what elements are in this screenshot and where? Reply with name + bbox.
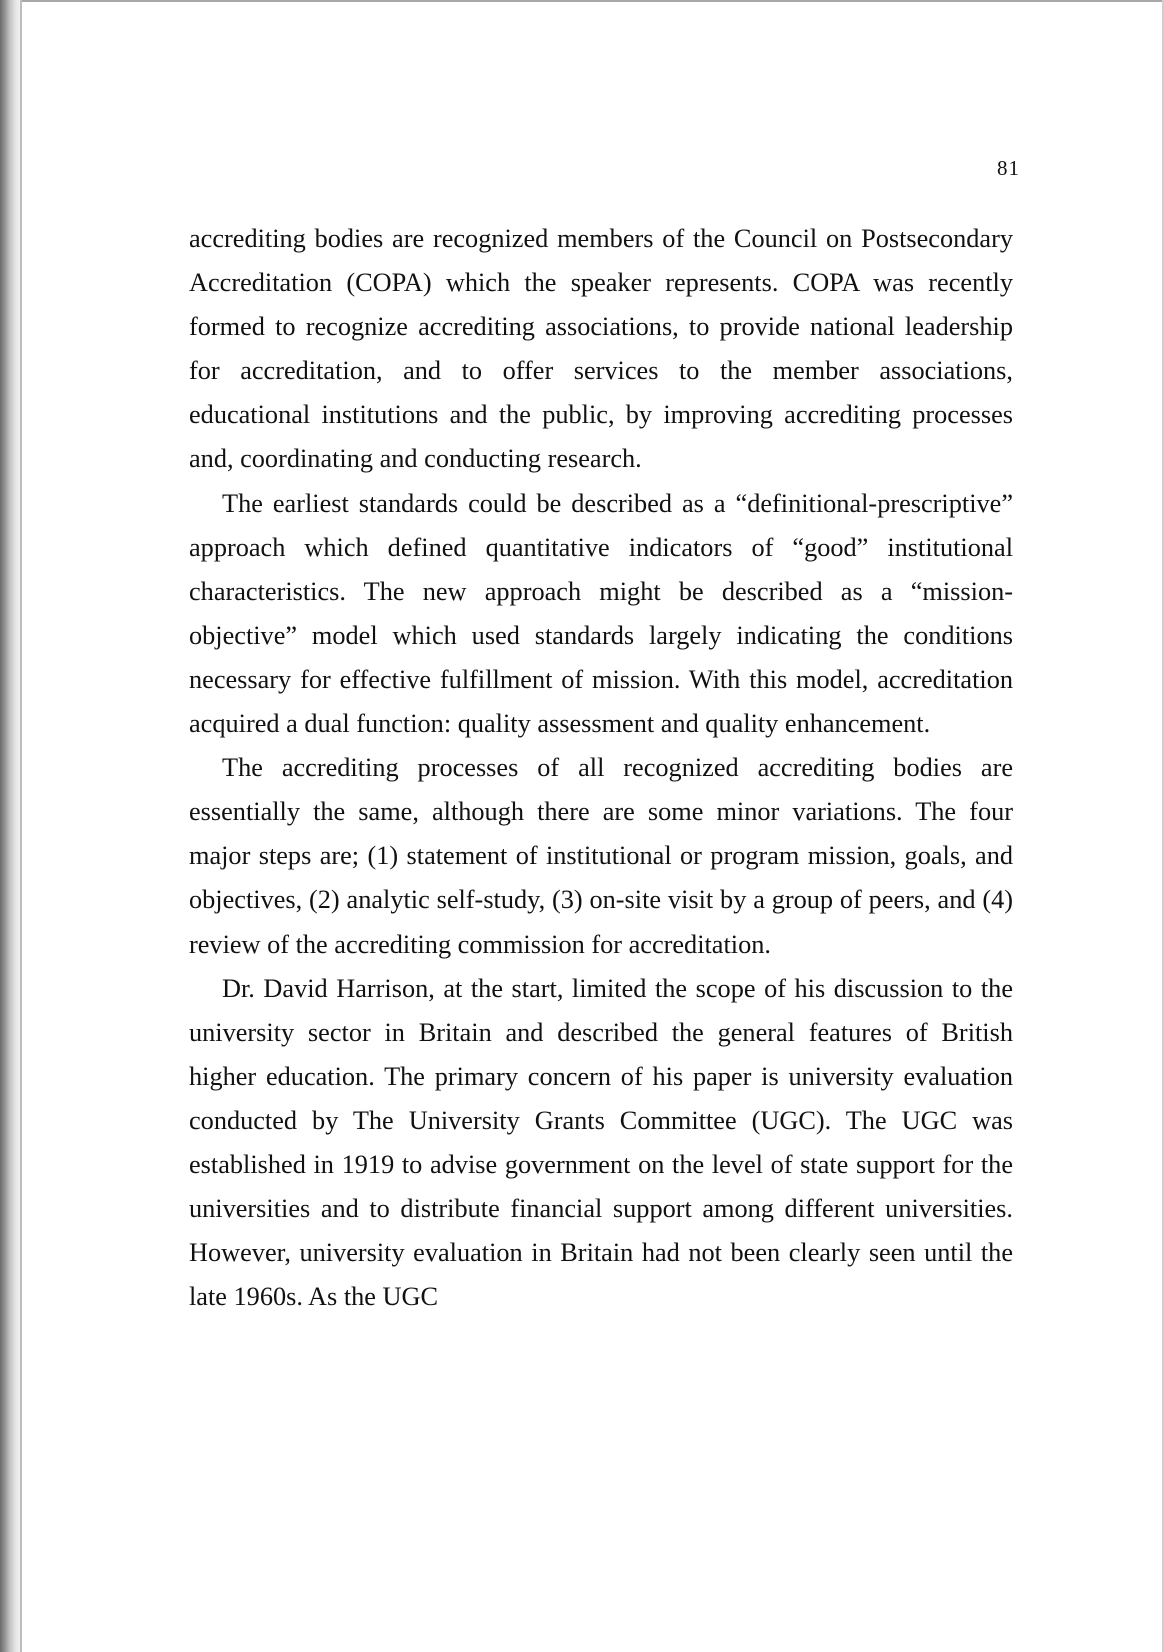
paragraph-1: accrediting bodies are recognized members of the Council on Postsecondary Accreditation (COPA) which the speaker represents. COPA was recently formed to recognize accrediting associations, to provide national leadership for accreditation, and to offer services to the member associations, educational institutions and the public, by improving accrediting processes and, coordinating and conducting research. <box>189 224 1013 474</box>
page-number: 81 <box>997 156 1020 180</box>
paragraph-2: The earliest standards could be described as a “definitional-prescriptive” approach which defined quantitative indicators of “good” institutional characteristics. The new approach might be described as a “mission-objective” model which used standards largely indicating the conditions necessary for effective fulfillment of mission. With this model, accreditation acquired a dual function: quality assessment and quality enhancement. <box>189 488 1013 739</box>
top-edge <box>0 0 1164 2</box>
spine-edge-line <box>20 0 22 1652</box>
paragraph-4: Dr. David Harrison, at the start, limited the scope of his discussion to the university sector in Britain and described the general features of British higher education. The primary concern of his paper is university evaluation conducted by The University Grants Committee (UGC). The UGC was established in 1919 to advise government on the level of state support for the universities and to distribute financial support among different universities. However, university evaluation in Britain had not been clearly seen until the late 1960s. As the UGC <box>189 973 1013 1312</box>
paragraph-3: The accrediting processes of all recognized accrediting bodies are essentially the same, although there are some minor variations. The four major steps are; (1) statement of institutional or program mission, goals, and objectives, (2) analytic self-study, (3) on-site visit by a group of peers, and (4) review of the accrediting commission for accreditation. <box>189 753 1013 959</box>
body-text <box>189 217 1013 1319</box>
book-spine <box>0 0 22 1652</box>
